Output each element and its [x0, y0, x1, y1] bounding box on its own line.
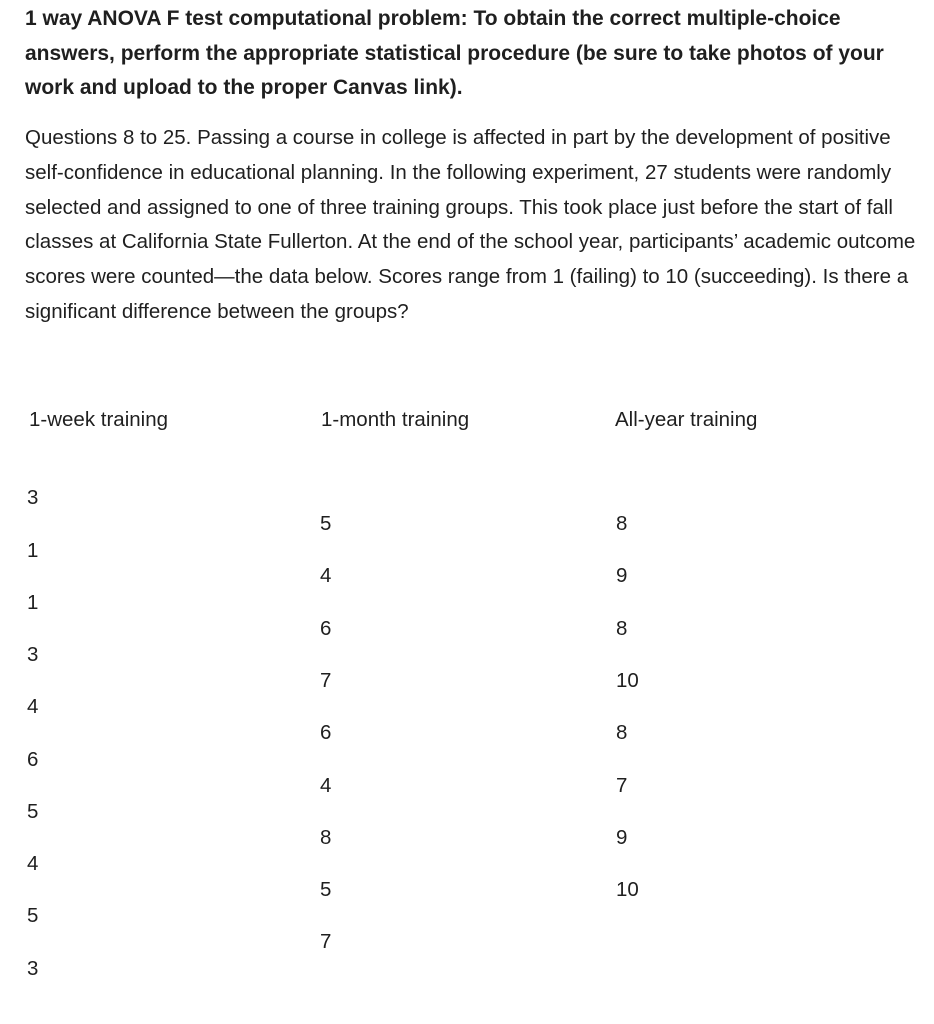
week-score: 1	[27, 591, 39, 614]
header-all-year: All-year training	[615, 408, 758, 431]
header-1-month: 1-month training	[321, 408, 470, 431]
week-score: 3	[27, 957, 39, 980]
week-score: 4	[27, 852, 39, 875]
month-score: 4	[320, 774, 332, 797]
month-score: 8	[320, 826, 332, 849]
header-1-week: 1-week training	[29, 408, 169, 431]
month-score: 5	[320, 878, 332, 901]
week-score: 1	[27, 539, 39, 562]
month-score: 6	[320, 617, 332, 640]
year-score: 8	[616, 512, 628, 535]
week-score: 5	[27, 800, 39, 823]
year-score: 10	[616, 878, 639, 901]
year-score: 8	[616, 617, 628, 640]
month-score: 6	[320, 721, 332, 744]
year-score: 9	[616, 826, 628, 849]
month-score: 7	[320, 930, 332, 953]
problem-heading: 1 way ANOVA F test computational problem: To obtain the correct multiple-choice answers, perform the appropriate statistical procedure (be sure to take photos of your work and upload to the proper Canvas link).	[25, 7, 884, 99]
question-text: Questions 8 to 25. Passing a course in college is affected in part by the development of positive self-confidence in educational planning. In the following experiment, 27 students were randomly selected and assigned to one of three training groups. This took place just before the start of fall classes at California State Fullerton. At the end of the school year, participants’ academic outcome scores were counted—the data below. Scores range from 1 (failing) to 10 (succeeding). Is there a significant difference between the groups?	[25, 126, 916, 323]
month-score: 5	[320, 512, 332, 535]
week-score: 3	[27, 486, 39, 509]
year-score: 8	[616, 721, 628, 744]
week-score: 4	[27, 695, 39, 718]
month-score: 7	[320, 669, 332, 692]
year-score: 10	[616, 669, 639, 692]
year-score: 7	[616, 774, 628, 797]
month-score: 4	[320, 564, 332, 587]
week-score: 6	[27, 748, 39, 771]
week-score: 3	[27, 643, 39, 666]
week-score: 5	[27, 904, 39, 927]
year-score: 9	[616, 564, 628, 587]
